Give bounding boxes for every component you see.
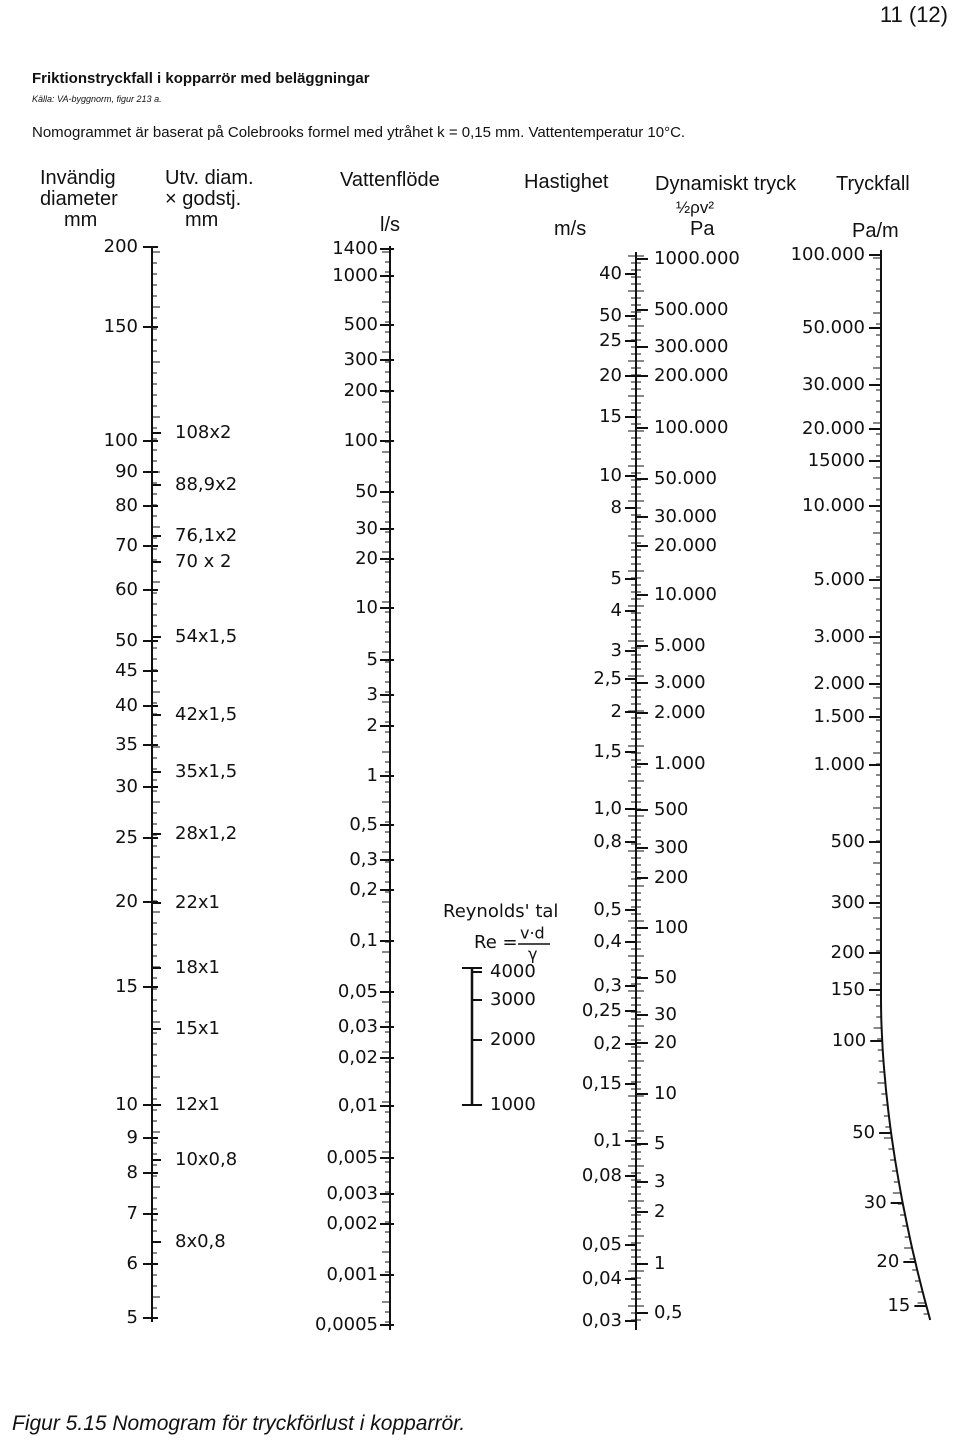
flow-tick-label: 50 xyxy=(355,481,378,502)
pressure-drop-tick-label: 150 xyxy=(830,979,865,1000)
pipe-size-label: 108x2 xyxy=(175,422,232,443)
pipe-size-label: 28x1,2 xyxy=(175,823,238,844)
dynamic-tick-label: 10 xyxy=(654,1083,677,1104)
diameter-tick-label: 150 xyxy=(103,316,138,337)
diameter-tick-label: 5 xyxy=(126,1307,138,1328)
pipe-size-label: 76,1x2 xyxy=(175,525,238,546)
reynolds-tick-label: 2000 xyxy=(490,1029,536,1050)
diameter-tick-label: 90 xyxy=(115,461,138,482)
pressure-drop-tick-label: 5.000 xyxy=(813,569,865,590)
velocity-tick-label: 0,1 xyxy=(593,1130,622,1151)
diameter-tick-label: 20 xyxy=(115,891,138,912)
dynamic-tick-label: 300 xyxy=(654,837,689,858)
diameter-tick-label: 8 xyxy=(126,1162,138,1183)
diameter-tick-label: 7 xyxy=(126,1203,138,1224)
flow-tick-label: 0,001 xyxy=(326,1264,378,1285)
header-pipe-line1: Utv. diam. xyxy=(165,167,254,189)
pressure-drop-tick-label: 100 xyxy=(831,1030,867,1051)
flow-tick-label: 10 xyxy=(355,597,378,618)
flow-tick-label: 100 xyxy=(343,430,378,451)
dynamic-formula: ½ρv² xyxy=(676,198,715,217)
flow-tick-label: 0,0005 xyxy=(315,1314,378,1335)
velocity-tick-label: 50 xyxy=(599,305,622,326)
flow-tick-label: 2 xyxy=(366,715,378,736)
header-diameter-unit: mm xyxy=(64,209,98,231)
flow-tick-label: 1 xyxy=(366,765,378,786)
pressure-drop-tick-label: 300 xyxy=(830,892,865,913)
pressure-drop-tick-label: 1.000 xyxy=(813,754,865,775)
diameter-tick-label: 35 xyxy=(115,734,138,755)
flow-tick-label: 1000 xyxy=(332,265,378,286)
dynamic-tick-label: 500.000 xyxy=(654,299,729,320)
pressure-drop-scale-axis xyxy=(881,250,930,1320)
diameter-tick-label: 50 xyxy=(115,630,138,651)
pressure-drop-tick-label: 50.000 xyxy=(802,317,865,338)
pipe-size-label: 70 x 2 xyxy=(175,551,232,572)
dynamic-tick-label: 0,5 xyxy=(654,1302,683,1323)
pipe-size-label: 18x1 xyxy=(175,957,221,978)
velocity-tick-label: 0,2 xyxy=(593,1033,622,1054)
pressure-drop-tick-label: 50 xyxy=(852,1122,876,1143)
flow-tick-label: 200 xyxy=(343,380,378,401)
pipe-size-label: 12x1 xyxy=(175,1094,221,1115)
velocity-tick-label: 2 xyxy=(610,701,622,722)
velocity-tick-label: 0,05 xyxy=(581,1234,622,1255)
diameter-tick-label: 25 xyxy=(115,827,138,848)
unit-flow: l/s xyxy=(380,214,400,236)
pressure-drop-tick-label: 20.000 xyxy=(802,418,865,439)
diameter-tick-label: 70 xyxy=(115,535,138,556)
velocity-tick-label: 3 xyxy=(610,640,622,661)
header-diameter-line1: Invändig xyxy=(40,167,116,189)
dynamic-tick-label: 200.000 xyxy=(654,365,729,386)
pipe-size-label: 42x1,5 xyxy=(175,704,238,725)
pressure-drop-tick-label: 15000 xyxy=(807,450,865,471)
flow-tick-label: 0,2 xyxy=(349,879,378,900)
dynamic-tick-label: 20.000 xyxy=(654,535,717,556)
pressure-drop-tick-label: 30.000 xyxy=(802,374,865,395)
pipe-size-label: 10x0,8 xyxy=(175,1149,238,1170)
dynamic-tick-label: 20 xyxy=(654,1032,677,1053)
diameter-tick-label: 200 xyxy=(103,236,138,257)
pipe-size-label: 35x1,5 xyxy=(175,761,238,782)
flow-tick-label: 0,3 xyxy=(349,849,378,870)
pipe-size-label: 15x1 xyxy=(175,1018,221,1039)
velocity-tick-label: 0,3 xyxy=(593,975,622,996)
unit-velocity: m/s xyxy=(554,218,587,240)
flow-tick-label: 0,01 xyxy=(337,1095,378,1116)
velocity-tick-label: 8 xyxy=(610,497,622,518)
diameter-tick-label: 60 xyxy=(115,579,138,600)
page-number: 11 (12) xyxy=(879,2,948,27)
velocity-tick-label: 20 xyxy=(599,365,622,386)
velocity-tick-label: 1,0 xyxy=(593,798,622,819)
reynolds-formula-numerator: v·d xyxy=(520,923,545,943)
reynolds-title: Reynolds' tal xyxy=(443,901,559,922)
velocity-tick-label: 0,04 xyxy=(581,1268,622,1289)
pressure-drop-tick-label: 20 xyxy=(876,1251,900,1272)
pipe-size-label: 54x1,5 xyxy=(175,626,238,647)
velocity-tick-label: 15 xyxy=(599,406,622,427)
dynamic-tick-label: 1 xyxy=(654,1253,666,1274)
velocity-tick-label: 5 xyxy=(610,568,622,589)
velocity-tick-label: 0,5 xyxy=(593,899,622,920)
diameter-tick-label: 40 xyxy=(115,695,138,716)
diameter-tick-label: 15 xyxy=(115,976,138,997)
unit-dynamic: Pa xyxy=(690,218,715,240)
dynamic-tick-label: 1.000 xyxy=(654,753,706,774)
dynamic-tick-label: 3 xyxy=(654,1171,666,1192)
velocity-tick-label: 25 xyxy=(599,330,622,351)
flow-tick-label: 500 xyxy=(343,314,378,335)
flow-tick-label: 3 xyxy=(366,684,378,705)
velocity-tick-label: 0,03 xyxy=(581,1310,622,1331)
unit-pressure-drop: Pa/m xyxy=(852,220,899,242)
dynamic-tick-label: 10.000 xyxy=(654,584,717,605)
velocity-tick-label: 4 xyxy=(610,600,622,621)
velocity-tick-label: 40 xyxy=(599,263,622,284)
dynamic-tick-label: 100.000 xyxy=(654,417,729,438)
figure-title: Friktionstryckfall i kopparrör med beläggningar xyxy=(32,70,370,87)
header-flow: Vattenflöde xyxy=(340,169,440,191)
velocity-tick-label: 0,15 xyxy=(581,1073,622,1094)
diameter-tick-label: 45 xyxy=(115,660,138,681)
dynamic-tick-label: 3.000 xyxy=(654,672,706,693)
velocity-tick-label: 0,08 xyxy=(581,1165,622,1186)
reynolds-formula-denominator: γ xyxy=(528,944,538,964)
flow-tick-label: 0,003 xyxy=(326,1183,378,1204)
flow-tick-label: 0,02 xyxy=(337,1047,378,1068)
flow-tick-label: 5 xyxy=(366,649,378,670)
header-pressure-drop: Tryckfall xyxy=(836,173,910,195)
flow-tick-label: 20 xyxy=(355,548,378,569)
dynamic-tick-label: 300.000 xyxy=(654,336,729,357)
dynamic-tick-label: 30 xyxy=(654,1004,677,1025)
diameter-tick-label: 9 xyxy=(126,1127,138,1148)
dynamic-tick-label: 200 xyxy=(654,867,689,888)
flow-tick-label: 0,03 xyxy=(337,1016,378,1037)
flow-tick-label: 1400 xyxy=(332,238,378,259)
pipe-size-label: 88,9x2 xyxy=(175,474,238,495)
pressure-drop-tick-label: 100.000 xyxy=(790,244,865,265)
header-pipe-unit: mm xyxy=(185,209,219,231)
flow-tick-label: 0,5 xyxy=(349,814,378,835)
flow-tick-label: 0,002 xyxy=(326,1213,378,1234)
header-velocity: Hastighet xyxy=(524,171,609,193)
pressure-drop-tick-label: 30 xyxy=(863,1192,887,1213)
velocity-tick-label: 0,8 xyxy=(593,831,622,852)
dynamic-tick-label: 2 xyxy=(654,1201,666,1222)
pressure-drop-tick-label: 3.000 xyxy=(813,626,865,647)
source-note: Källa: VA-byggnorm, figur 213 a. xyxy=(32,94,162,104)
dynamic-tick-label: 5.000 xyxy=(654,635,706,656)
header-dynamic: Dynamiskt tryck xyxy=(655,173,797,195)
diameter-tick-label: 10 xyxy=(115,1094,138,1115)
pressure-drop-tick-label: 1.500 xyxy=(813,706,865,727)
flow-tick-label: 0,1 xyxy=(349,930,378,951)
pressure-drop-tick-label: 10.000 xyxy=(802,495,865,516)
dynamic-tick-label: 100 xyxy=(654,917,689,938)
diameter-tick-label: 80 xyxy=(115,495,138,516)
pressure-drop-tick-label: 15 xyxy=(887,1295,911,1316)
velocity-tick-label: 1,5 xyxy=(593,741,622,762)
method-note: Nomogrammet är baserat på Colebrooks formel med ytråhet k = 0,15 mm. Vattentemperatur 10°C. xyxy=(32,124,686,141)
velocity-tick-label: 0,25 xyxy=(581,1000,622,1021)
dynamic-tick-label: 30.000 xyxy=(654,506,717,527)
reynolds-formula-lhs: Re = xyxy=(474,932,518,953)
flow-tick-label: 0,005 xyxy=(326,1147,378,1168)
flow-tick-label: 30 xyxy=(355,518,378,539)
reynolds-tick-label: 4000 xyxy=(490,961,536,982)
pipe-size-label: 22x1 xyxy=(175,892,221,913)
dynamic-tick-label: 1000.000 xyxy=(654,248,740,269)
velocity-tick-label: 0,4 xyxy=(593,931,622,952)
pressure-drop-tick-label: 500 xyxy=(830,831,865,852)
figure-caption: Figur 5.15 Nomogram för tryckförlust i kopparrör. xyxy=(12,1412,466,1435)
pipe-size-label: 8x0,8 xyxy=(175,1231,226,1252)
diameter-tick-label: 6 xyxy=(126,1253,138,1274)
pressure-drop-tick-label: 2.000 xyxy=(813,673,865,694)
dynamic-tick-label: 50.000 xyxy=(654,468,717,489)
diameter-tick-label: 30 xyxy=(115,776,138,797)
dynamic-tick-label: 2.000 xyxy=(654,702,706,723)
dynamic-tick-label: 500 xyxy=(654,799,689,820)
dynamic-tick-label: 5 xyxy=(654,1133,666,1154)
dynamic-tick-label: 50 xyxy=(654,967,677,988)
diameter-tick-label: 100 xyxy=(103,430,138,451)
header-pipe-line2: × godstj. xyxy=(165,188,242,210)
flow-tick-label: 0,05 xyxy=(337,981,378,1002)
flow-tick-label: 300 xyxy=(343,349,378,370)
velocity-tick-label: 10 xyxy=(599,465,622,486)
pressure-drop-tick-label: 200 xyxy=(830,942,865,963)
reynolds-tick-label: 1000 xyxy=(490,1094,536,1115)
reynolds-tick-label: 3000 xyxy=(490,989,536,1010)
velocity-tick-label: 2,5 xyxy=(593,668,622,689)
header-diameter-line2: diameter xyxy=(40,188,118,210)
